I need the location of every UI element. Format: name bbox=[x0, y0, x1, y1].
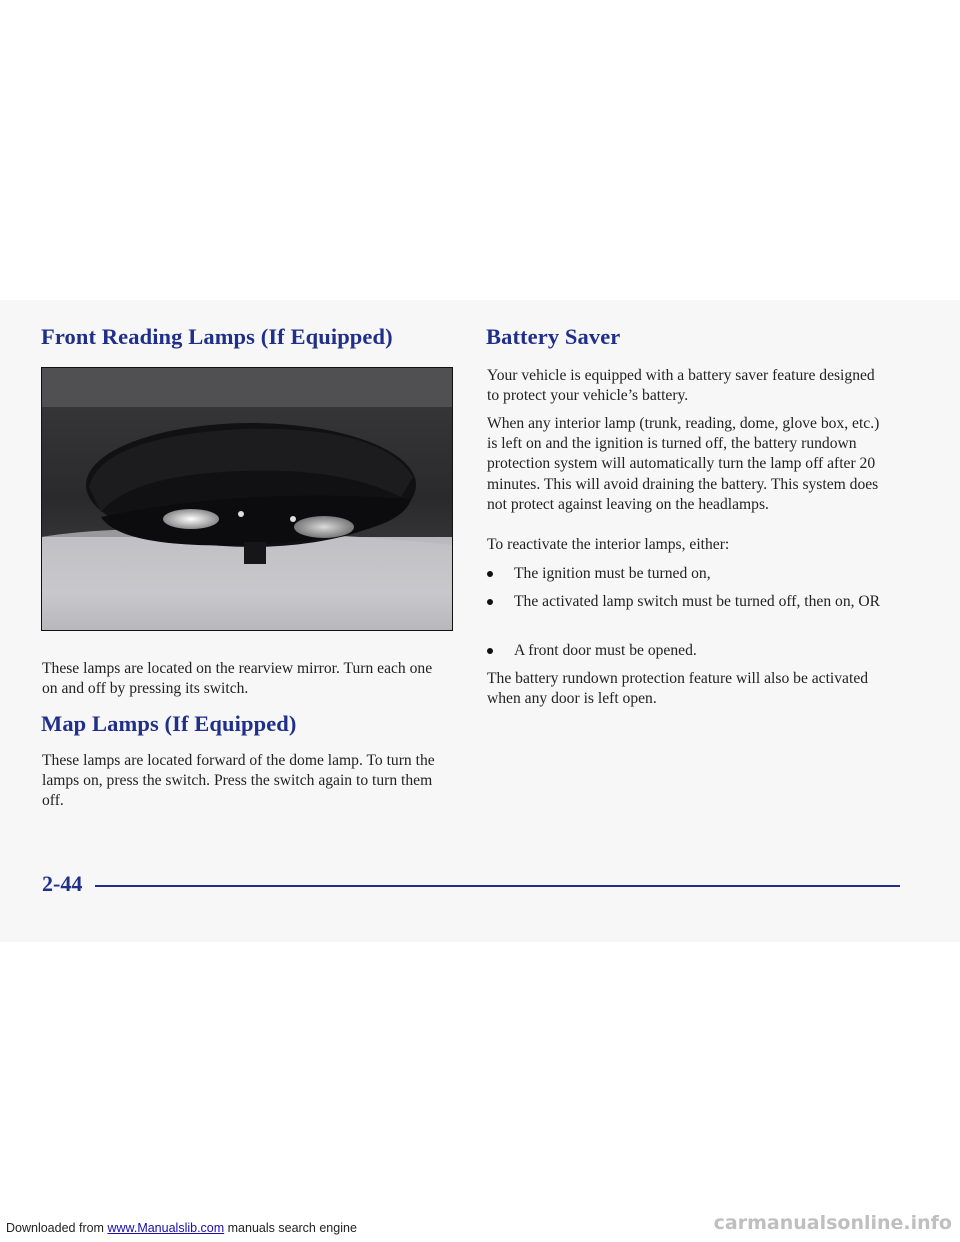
reactivate-intro: To reactivate the interior lamps, either: bbox=[487, 536, 730, 553]
bullet-icon bbox=[487, 571, 493, 577]
footer-rule bbox=[95, 885, 900, 887]
rearview-mirror-photo bbox=[41, 367, 453, 631]
map-lamps-heading: Map Lamps (If Equipped) bbox=[41, 711, 297, 736]
battery-saver-door-note: The battery rundown protection feature will also be activated when any door is left open. bbox=[487, 670, 869, 708]
page-number: 2-44 bbox=[42, 871, 83, 896]
battery-saver-description: When any interior lamp (trunk, reading, dome, glove box, etc.) is left on and the ignition is turned off, the battery rundown protection system will automatically turn the lamp off after 20 minutes. This will avoid draining the battery. This system does not protect against leaving on the headlamps. bbox=[487, 415, 880, 513]
manualslib-link[interactable]: www.Manualslib.com bbox=[107, 1221, 225, 1235]
bullet-icon bbox=[487, 648, 493, 654]
download-footer bbox=[6, 1221, 357, 1235]
bullet-icon bbox=[487, 599, 493, 605]
footer-suffix: manuals search engine bbox=[224, 1221, 357, 1235]
battery-saver-intro: Your vehicle is equipped with a battery saver feature designed to protect your vehicle’s battery. bbox=[487, 367, 875, 405]
list-item: The ignition must be turned on, bbox=[487, 564, 897, 586]
map-lamps-text: These lamps are located forward of the dome lamp. To turn the lamps on, press the switch. Press the switch again to turn them off. bbox=[42, 752, 435, 810]
battery-saver-heading: Battery Saver bbox=[486, 324, 621, 349]
front-reading-lamps-text: These lamps are located on the rearview mirror. Turn each one on and off by pressing its switch. bbox=[42, 660, 433, 698]
front-reading-lamps-heading: Front Reading Lamps (If Equipped) bbox=[41, 324, 393, 349]
list-item: A front door must be opened. bbox=[487, 641, 897, 663]
footer-prefix: Downloaded from bbox=[6, 1221, 108, 1235]
watermark: carmanualsonline.info bbox=[713, 1212, 952, 1234]
list-item: The activated lamp switch must be turned off, then on, OR bbox=[487, 592, 897, 634]
manual-page bbox=[0, 300, 960, 942]
